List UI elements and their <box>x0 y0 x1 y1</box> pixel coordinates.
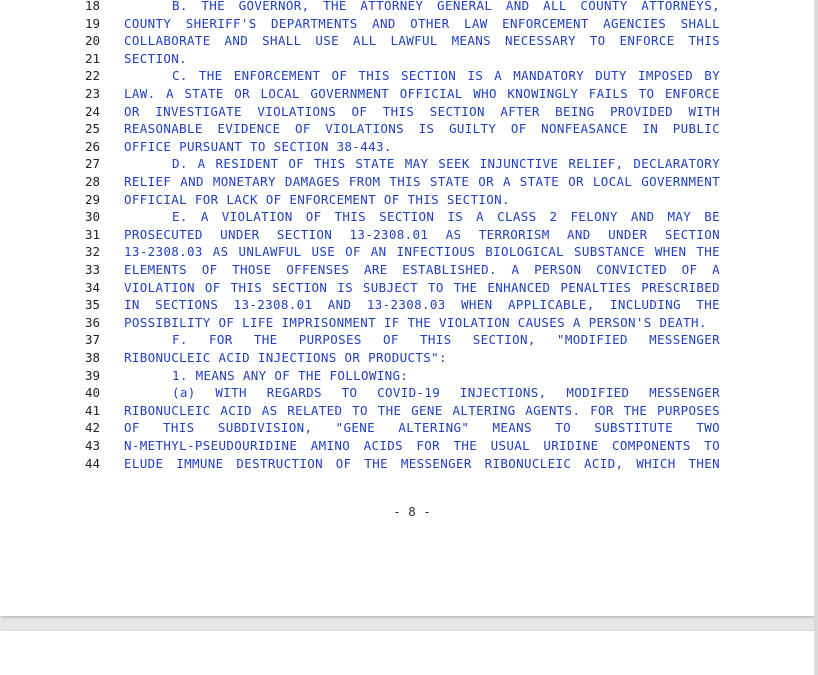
line-number: 31 <box>84 226 100 242</box>
line-text: COLLABORATE AND SHALL USE ALL LAWFUL MEANS NECESSARY TO ENFORCE THIS <box>124 33 720 49</box>
line-text: 13-2308.03 AS UNLAWFUL USE OF AN INFECTIOUS BIOLOGICAL SUBSTANCE WHEN THE <box>124 244 720 260</box>
bill-line <box>0 85 760 103</box>
line-number: 29 <box>84 191 100 207</box>
line-number: 43 <box>84 438 100 453</box>
bill-line <box>0 155 760 173</box>
viewer-right-edge <box>814 0 818 675</box>
bill-line <box>0 402 760 420</box>
line-text: N-METHYL-PSEUDOURIDINE AMINO ACIDS FOR THE USUAL URIDINE COMPONENTS TO <box>124 438 720 453</box>
line-number: 44 <box>84 455 100 471</box>
line-number: 19 <box>84 15 100 31</box>
line-text: ELEMENTS OF THOSE OFFENSES ARE ESTABLISHED. A PERSON CONVICTED OF A <box>124 262 720 277</box>
bill-line <box>0 455 760 473</box>
line-number: 34 <box>84 279 100 295</box>
bill-line <box>0 349 760 367</box>
bill-line <box>0 437 760 455</box>
line-number: 37 <box>84 332 100 348</box>
line-number: 42 <box>84 420 100 436</box>
line-text: D. A RESIDENT OF THIS STATE MAY SEEK INJUNCTIVE RELIEF, DECLARATORY <box>172 156 720 172</box>
line-text: SECTION. <box>124 50 188 66</box>
bill-line <box>0 50 760 68</box>
line-text: RELIEF AND MONETARY DAMAGES FROM THIS STATE OR A STATE OR LOCAL GOVERNMENT <box>124 174 720 189</box>
bill-line <box>0 120 760 138</box>
line-text: COUNTY SHERIFF'S DEPARTMENTS AND OTHER LAW ENFORCEMENT AGENCIES SHALL <box>124 15 720 31</box>
line-number: 25 <box>84 121 100 137</box>
line-text: VIOLATION OF THIS SECTION IS SUBJECT TO THE ENHANCED PENALTIES PRESCRIBED <box>124 279 720 295</box>
line-number: 23 <box>84 86 100 101</box>
line-text: ELUDE IMMUNE DESTRUCTION OF THE MESSENGER RIBONUCLEIC ACID, WHICH THEN <box>124 455 720 471</box>
line-text: OF THIS SUBDIVISION, "GENE ALTERING" MEANS TO SUBSTITUTE TWO <box>124 420 720 436</box>
bill-line <box>0 367 760 385</box>
line-text: LAW. A STATE OR LOCAL GOVERNMENT OFFICIAL WHO KNOWINGLY FAILS TO ENFORCE <box>124 86 720 101</box>
bill-line <box>0 15 760 33</box>
line-number: 22 <box>84 68 100 84</box>
line-number: 33 <box>84 262 100 277</box>
bill-line <box>0 314 760 332</box>
bill-line <box>0 0 760 15</box>
bill-line <box>0 243 760 261</box>
line-number: 36 <box>84 314 100 330</box>
page-number: - 8 - <box>393 504 431 519</box>
line-number: 30 <box>84 209 100 225</box>
line-text: OR INVESTIGATE VIOLATIONS OF THIS SECTION AFTER BEING PROVIDED WITH <box>124 103 720 119</box>
line-text: F. FOR THE PURPOSES OF THIS SECTION, "MODIFIED MESSENGER <box>172 332 720 348</box>
bill-line <box>0 419 760 437</box>
line-text: OFFICE PURSUANT TO SECTION 38-443. <box>124 138 392 154</box>
bill-line <box>0 103 760 121</box>
line-text: REASONABLE EVIDENCE OF VIOLATIONS IS GUILTY OF NONFEASANCE IN PUBLIC <box>124 121 720 137</box>
line-text: RIBONUCLEIC ACID INJECTIONS OR PRODUCTS": <box>124 350 447 365</box>
line-number: 32 <box>84 244 100 260</box>
bill-line <box>0 226 760 244</box>
bill-line <box>0 32 760 50</box>
bill-line <box>0 191 760 209</box>
line-text: 1. MEANS ANY OF THE FOLLOWING: <box>172 367 409 383</box>
line-text: E. A VIOLATION OF THIS SECTION IS A CLASS 2 FELONY AND MAY BE <box>172 209 720 225</box>
bill-line <box>0 296 760 314</box>
line-number: 26 <box>84 138 100 154</box>
line-text: B. THE GOVERNOR, THE ATTORNEY GENERAL AND ALL COUNTY ATTORNEYS, <box>172 0 720 13</box>
line-text: PROSECUTED UNDER SECTION 13-2308.01 AS TERRORISM AND UNDER SECTION <box>124 226 720 242</box>
line-number: 35 <box>84 297 100 313</box>
line-text: C. THE ENFORCEMENT OF THIS SECTION IS A MANDATORY DUTY IMPOSED BY <box>172 68 720 84</box>
line-number: 41 <box>84 402 100 418</box>
line-text: RIBONUCLEIC ACID AS RELATED TO THE GENE ALTERING AGENTS. FOR THE PURPOSES <box>124 402 720 418</box>
next-document-page[interactable] <box>0 631 814 675</box>
line-number: 40 <box>84 385 100 401</box>
line-text: POSSIBILITY OF LIFE IMPRISONMENT IF THE VIOLATION CAUSES A PERSON'S DEATH. <box>124 314 707 330</box>
line-number: 27 <box>84 156 100 172</box>
bill-line <box>0 173 760 191</box>
bill-line <box>0 261 760 279</box>
bill-line <box>0 208 760 226</box>
line-number: 21 <box>84 50 100 66</box>
bill-line <box>0 67 760 85</box>
line-number: 39 <box>84 367 100 383</box>
bill-line <box>0 279 760 297</box>
bill-line <box>0 384 760 402</box>
line-number: 38 <box>84 350 100 365</box>
line-number: 20 <box>84 33 100 49</box>
line-text: (a) WITH REGARDS TO COVID-19 INJECTIONS, MODIFIED MESSENGER <box>172 385 720 401</box>
line-number: 24 <box>84 103 100 119</box>
bill-line <box>0 138 760 156</box>
line-number: 18 <box>84 0 100 13</box>
bill-line <box>0 331 760 349</box>
line-text: OFFICIAL FOR LACK OF ENFORCEMENT OF THIS SECTION. <box>124 191 510 207</box>
line-number: 28 <box>84 174 100 189</box>
line-text: IN SECTIONS 13-2308.01 AND 13-2308.03 WHEN APPLICABLE, INCLUDING THE <box>124 297 720 313</box>
